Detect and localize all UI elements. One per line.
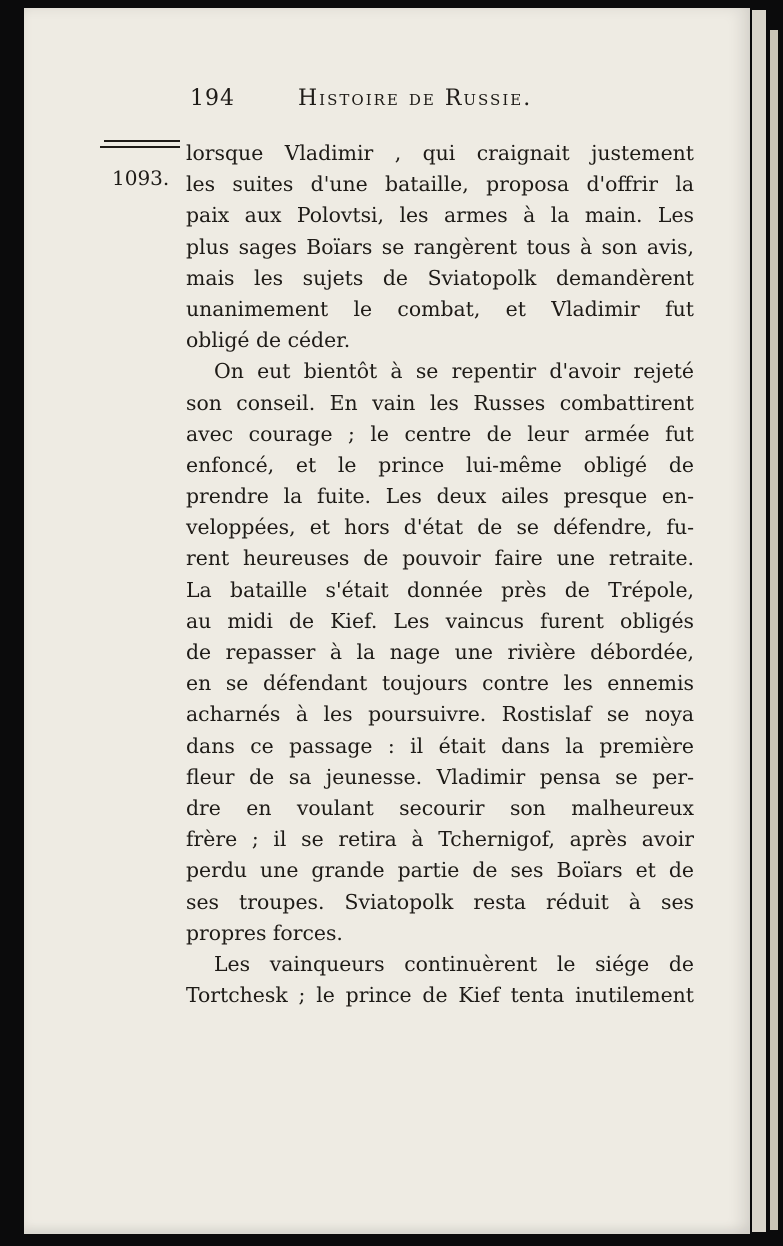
text-line: perdu une grande partie de ses Boïars et de	[186, 858, 694, 883]
margin-rule-second	[100, 146, 180, 148]
next-page-edge	[752, 10, 766, 1232]
text-line: mais les sujets de Sviatopolk demandèrent	[186, 265, 694, 290]
text-line: On eut bientôt à se repentir d'avoir rejeté	[214, 359, 694, 384]
text-line: en se défendant toujours contre les ennemis	[186, 671, 694, 696]
text-line: propres forces.	[186, 920, 343, 945]
page-stack-edge	[770, 30, 778, 1230]
page-number: 194	[190, 86, 235, 111]
text-line: rent heureuses de pouvoir faire une retraite.	[186, 546, 694, 571]
text-line: enfoncé, et le prince lui-même obligé de	[186, 452, 694, 477]
text-line: paix aux Polovtsi, les armes à la main. Les	[186, 203, 694, 228]
text-line: dans ce passage : il était dans la première	[186, 733, 694, 758]
text-line: La bataille s'était donnée près de Trépole,	[186, 577, 694, 602]
text-line: unanimement le combat, et Vladimir fut	[186, 296, 694, 321]
text-line: au midi de Kief. Les vaincus furent obligés	[186, 608, 694, 633]
running-head: Histoire de Russie.	[298, 86, 533, 111]
text-line: de repasser à la nage une rivière débordée,	[186, 640, 694, 664]
text-line: prendre la fuite. Les deux ailes presque en-	[186, 484, 694, 509]
text-line: veloppées, et hors d'état de se défendre, fu-	[186, 515, 694, 540]
text-line: les suites d'une bataille, proposa d'offrir la	[186, 172, 694, 197]
text-line: dre en voulant secourir son malheureux	[186, 795, 694, 820]
text-line: obligé de céder.	[186, 328, 351, 353]
text-line: acharnés à les poursuivre. Rostislaf se noya	[186, 702, 694, 727]
text-line: ses troupes. Sviatopolk resta réduit à ses	[186, 889, 694, 914]
text-line: lorsque Vladimir , qui craignait justement	[186, 141, 694, 165]
text-line: Les vainqueurs continuèrent le siége de	[214, 951, 694, 976]
body-text	[186, 138, 694, 1011]
page-header	[190, 86, 690, 116]
text-line: son conseil. En vain les Russes combattirent	[186, 390, 694, 415]
text-line: fleur de sa jeunesse. Vladimir pensa se per-	[186, 764, 694, 789]
text-line: avec courage ; le centre de leur armée fut	[186, 421, 694, 446]
text-line: plus sages Boïars se rangèrent tous à son avis,	[186, 234, 694, 259]
text-line: frère ; il se retira à Tchernigof, après avoir	[186, 827, 694, 852]
margin-year: 1093.	[112, 166, 170, 190]
margin-rule	[104, 140, 180, 142]
text-line: Tortchesk ; le prince de Kief tenta inutilement	[186, 983, 694, 1008]
